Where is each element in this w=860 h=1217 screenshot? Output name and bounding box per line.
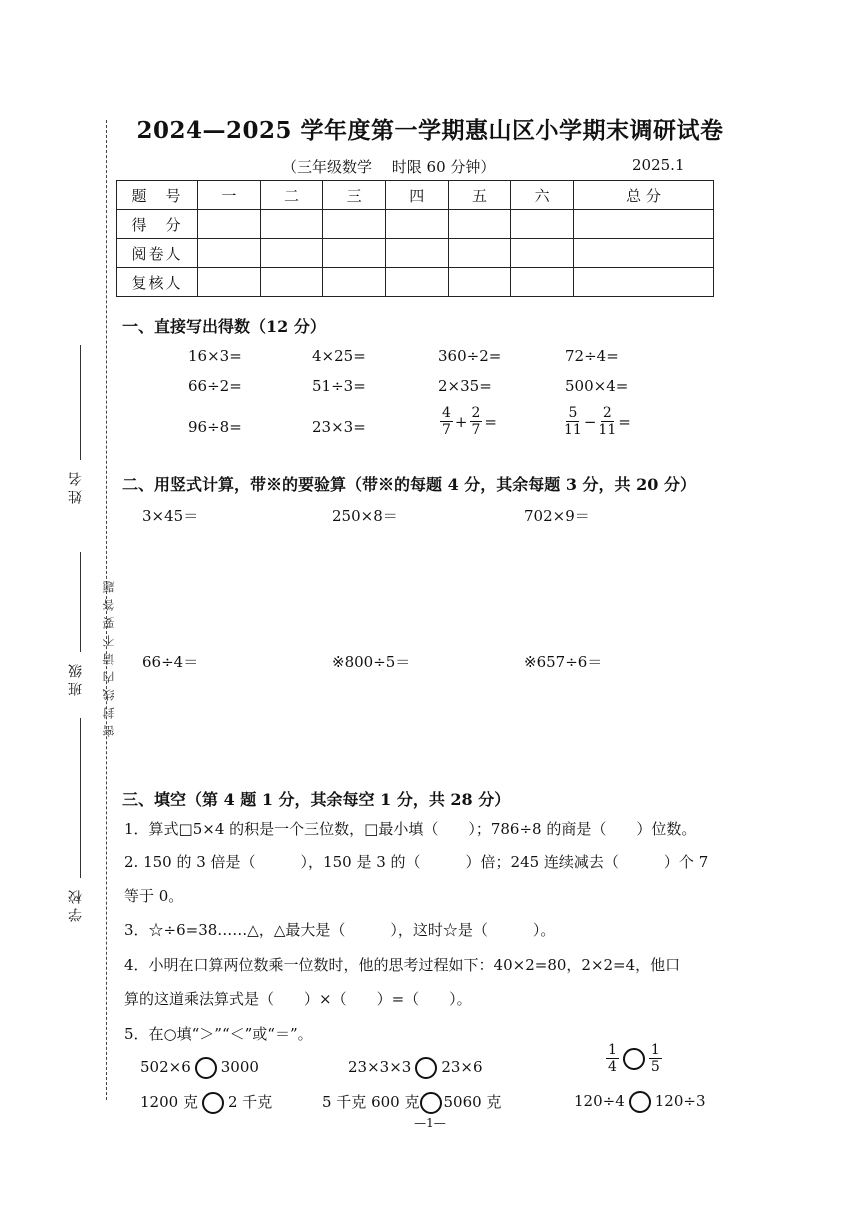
score-cell[interactable] — [573, 268, 713, 297]
seal-notice: 密封线内请不要答题 — [102, 575, 116, 737]
score-cell[interactable] — [385, 268, 448, 297]
score-cell[interactable] — [511, 210, 574, 239]
vertical-calc-item: 702×9＝ — [524, 507, 590, 525]
score-cell[interactable] — [198, 268, 261, 297]
exam-date: 2025.1 — [632, 156, 685, 174]
table-header-cell: 二 — [260, 181, 323, 210]
fraction: $\frac{5}{11}$ — [564, 405, 582, 438]
calc-item: 4×25= — [312, 347, 366, 365]
name-label: 姓名 — [68, 468, 84, 504]
row-label: 阅卷人 — [117, 239, 198, 268]
score-cell[interactable] — [260, 268, 323, 297]
score-cell[interactable] — [448, 239, 511, 268]
calc-item: 72÷4= — [565, 347, 619, 365]
vertical-calc-item: 250×8＝ — [332, 507, 398, 525]
score-cell[interactable] — [198, 239, 261, 268]
compare-circle[interactable] — [420, 1092, 442, 1114]
score-cell[interactable] — [260, 210, 323, 239]
compare-item: 5 千克 600 克 5060 克 — [322, 1091, 501, 1114]
vertical-calc-item: 3×45＝ — [142, 507, 199, 525]
school-underline — [80, 718, 81, 878]
calc-item: 500×4= — [565, 377, 629, 395]
score-cell[interactable] — [448, 268, 511, 297]
question-1: 1．算式□5×4 的积是一个三位数，□最小填（ ）；786÷8 的商是（ ）位数。 — [124, 820, 697, 838]
table-header-cell: 题 号 — [117, 181, 198, 210]
calc-item: 2×35= — [438, 377, 492, 395]
compare-circle[interactable] — [623, 1048, 645, 1070]
score-cell[interactable] — [260, 239, 323, 268]
exam-title: 2024—2025 学年度第一学期惠山区小学期末调研试卷 — [136, 117, 724, 144]
compare-circle[interactable] — [195, 1057, 217, 1079]
class-underline — [80, 552, 81, 652]
table-header-cell: 三 — [323, 181, 386, 210]
fraction-subtraction: $\frac{5}{11}$ − $\frac{2}{11}$ = — [564, 405, 631, 438]
table-row — [117, 268, 714, 297]
score-cell[interactable] — [198, 210, 261, 239]
table-row — [117, 239, 714, 268]
question-4: 4．小明在口算两位数乘一位数时，他的思考过程如下：40×2=80，2×2=4，他口 — [124, 956, 681, 974]
section2-title: 二、用竖式计算，带※的要验算（带※的每题 4 分，其余每题 3 分，共 20 分） — [122, 475, 696, 494]
section3-title: 三、填空（第 4 题 1 分，其余每空 1 分，共 28 分） — [122, 790, 511, 809]
calc-item: 51÷3= — [312, 377, 366, 395]
score-cell[interactable] — [448, 210, 511, 239]
question-3: 3．☆÷6=38……△，△最大是（ ），这时☆是（ ）。 — [124, 921, 556, 939]
section1-title: 一、直接写出得数（12 分） — [122, 317, 326, 336]
compare-circle[interactable] — [415, 1057, 437, 1079]
fraction-addition: $\frac{4}{7}$ + $\frac{2}{7}$ = — [442, 405, 497, 438]
table-row — [117, 210, 714, 239]
calc-item: 66÷2= — [188, 377, 242, 395]
calc-item: 23×3= — [312, 418, 366, 436]
score-cell[interactable] — [511, 268, 574, 297]
calc-item: 360÷2= — [438, 347, 502, 365]
table-header-cell: 四 — [385, 181, 448, 210]
question-4-cont: 算的这道乘法算式是（ ）×（ ）=（ ）。 — [124, 990, 472, 1008]
compare-item: 1200 克 2 千克 — [140, 1091, 272, 1114]
exam-subtitle: （三年级数学 时限 60 分钟） — [282, 158, 496, 176]
compare-circle[interactable] — [202, 1092, 224, 1114]
vertical-calc-item: ※657÷6＝ — [524, 653, 603, 671]
question-2: 2. 150 的 3 倍是（ ），150 是 3 的（ ）倍；245 连续减去（ ）个 7 — [124, 853, 709, 871]
question-5: 5．在○填“＞”“＜”或“＝”。 — [124, 1025, 313, 1043]
table-header-cell: 五 — [448, 181, 511, 210]
score-cell[interactable] — [323, 210, 386, 239]
score-cell[interactable] — [323, 239, 386, 268]
table-header-cell: 总 分 — [573, 181, 713, 210]
name-underline — [80, 345, 81, 460]
table-header-cell: 一 — [198, 181, 261, 210]
compare-circle[interactable] — [629, 1091, 651, 1113]
fraction: $\frac{1}{4}$ — [608, 1042, 617, 1075]
score-cell[interactable] — [573, 210, 713, 239]
compare-item: 120÷4 120÷3 — [574, 1091, 706, 1113]
question-2-cont: 等于 0。 — [124, 887, 184, 905]
compare-item: 502×6 3000 — [140, 1057, 259, 1079]
row-label: 复核人 — [117, 268, 198, 297]
school-label: 学校 — [68, 886, 84, 922]
score-table-header-row — [117, 181, 714, 210]
score-cell[interactable] — [323, 268, 386, 297]
page-number: —1— — [414, 1116, 446, 1130]
score-table — [116, 180, 714, 297]
fraction: $\frac{2}{7}$ — [471, 405, 481, 438]
score-cell[interactable] — [511, 239, 574, 268]
calc-item: 16×3= — [188, 347, 242, 365]
class-label: 班级 — [68, 660, 84, 696]
score-cell[interactable] — [385, 239, 448, 268]
fraction: $\frac{4}{7}$ — [442, 405, 451, 438]
fraction: $\frac{1}{5}$ — [650, 1042, 660, 1075]
calc-item: 96÷8= — [188, 418, 242, 436]
score-cell[interactable] — [385, 210, 448, 239]
row-label: 得 分 — [117, 210, 198, 239]
vertical-calc-item: ※800÷5＝ — [332, 653, 411, 671]
compare-item: 23×3×3 23×6 — [348, 1057, 483, 1079]
vertical-calc-item: 66÷4＝ — [142, 653, 199, 671]
fraction: $\frac{2}{11}$ — [598, 405, 617, 438]
compare-item-fraction — [606, 1042, 662, 1075]
table-header-cell: 六 — [511, 181, 574, 210]
score-cell[interactable] — [573, 239, 713, 268]
